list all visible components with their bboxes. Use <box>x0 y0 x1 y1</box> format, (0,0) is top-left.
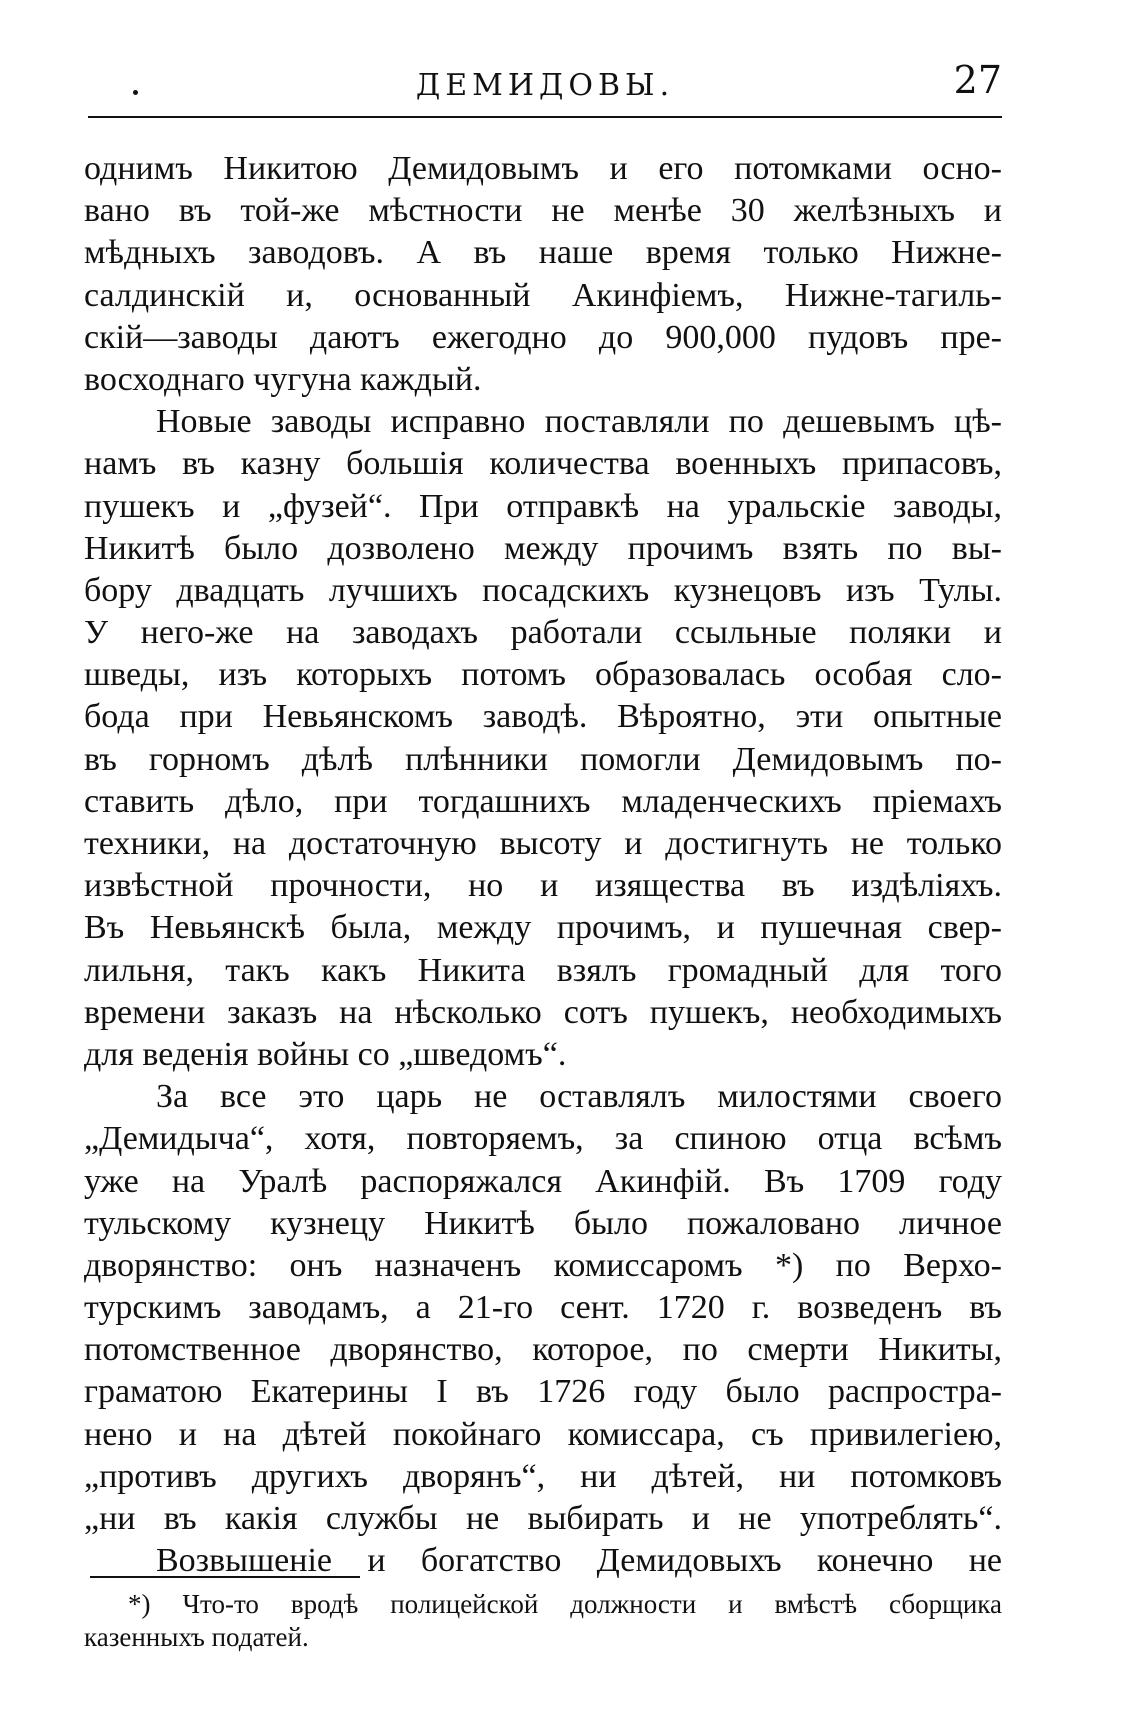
text-line: „противъ другихъ дворянъ“, ни дѣтей, ни потомковъ <box>84 1457 1002 1495</box>
text-line: намъ въ казну большія количества военныхъ припасовъ, <box>84 445 1002 483</box>
footnote-divider <box>90 1576 360 1578</box>
text-line: Никитѣ было дозволено между прочимъ взять по вы- <box>84 529 1002 567</box>
footnote-line: казенныхъ податей. <box>84 1622 309 1652</box>
text-line: салдинскій и, основанный Акинфіемъ, Нижне-тагиль- <box>84 276 1002 314</box>
text-line: вано въ той-же мѣстности не менѣе 30 желѣзныхъ и <box>84 192 1002 230</box>
text-line: въ горномъ дѣлѣ плѣнники помогли Демидовымъ по- <box>84 740 1002 778</box>
text-line: шведы, изъ которыхъ потомъ образовалась особая сло- <box>84 656 1002 694</box>
text-line: граматою Екатерины I въ 1726 году было распростра- <box>84 1373 1002 1411</box>
text-line: техники, на достаточную высоту и достигнуть не только <box>84 825 1002 862</box>
footnote-line: *) Что-то вродѣ полицейской должности и вмѣстѣ сборщика <box>128 1589 1002 1619</box>
text-line: У него-же на заводахъ работали ссыльные поляки и <box>84 614 1002 652</box>
text-line: скій—заводы даютъ ежегодно до 900,000 пудовъ пре- <box>84 318 1002 356</box>
text-line: пушекъ и „фузей“. При отправкѣ на уральскіе заводы, <box>84 487 1002 525</box>
text-line: За все это царь не оставлялъ милостями своего <box>156 1078 1002 1116</box>
text-line: „ни въ какія службы не выбирать и не употреблять“. <box>84 1500 1002 1537</box>
text-line: уже на Уралѣ распоряжался Акинфій. Въ 1709 году <box>84 1162 1002 1200</box>
text-line: Въ Невьянскѣ была, между прочимъ, и пушечная свер- <box>84 909 1002 947</box>
text-line: бода при Невьянскомъ заводѣ. Вѣроятно, эти опытные <box>84 698 1002 736</box>
text-line: лильня, такъ какъ Никита взялъ громадный для того <box>84 951 1002 989</box>
text-line: однимъ Никитою Демидовымъ и его потомками осно- <box>84 150 1002 187</box>
text-line: Возвышеніе и богатство Демидовыхъ конечно не <box>156 1542 1002 1580</box>
text-line: ставить дѣло, при тогдашнихъ младенческихъ пріемахъ <box>84 782 1002 820</box>
running-header <box>88 58 1002 118</box>
text-line: Новые заводы исправно поставляли по дешевымъ цѣ- <box>156 403 1002 441</box>
text-line: времени заказъ на нѣсколько сотъ пушекъ, необходимыхъ <box>84 993 1002 1031</box>
text-line: нено и на дѣтей покойнаго комиссара, съ привилегіею, <box>84 1415 1002 1453</box>
body-text <box>84 148 1002 1582</box>
text-line: бору двадцать лучшихъ посадскихъ кузнецовъ изъ Тулы. <box>84 571 1002 609</box>
text-line: восходнаго чугуна каждый. <box>84 360 482 398</box>
text-line: потомственное дворянство, которое, по смерти Никиты, <box>84 1331 1002 1369</box>
page-number: 27 <box>953 58 1002 102</box>
text-line: мѣдныхъ заводовъ. А въ наше время только Нижне- <box>84 234 1002 272</box>
footnote <box>84 1588 1002 1654</box>
text-line: извѣстной прочности, но и изящества въ издѣліяхъ. <box>84 867 1002 905</box>
text-line: тульскому кузнецу Никитѣ было пожаловано личное <box>84 1204 1002 1242</box>
text-line: турскимъ заводамъ, а 21-го сент. 1720 г. возведенъ въ <box>84 1289 1002 1327</box>
running-title: ДЕМИДОВЫ. <box>415 68 675 103</box>
text-line: дворянство: онъ назначенъ комиссаромъ *) по Верхо- <box>84 1246 1002 1284</box>
text-line: для веденія войны со „шведомъ“. <box>84 1035 567 1073</box>
text-line: „Демидыча“, хотя, повторяемъ, за спиною отца всѣмъ <box>84 1120 1002 1158</box>
